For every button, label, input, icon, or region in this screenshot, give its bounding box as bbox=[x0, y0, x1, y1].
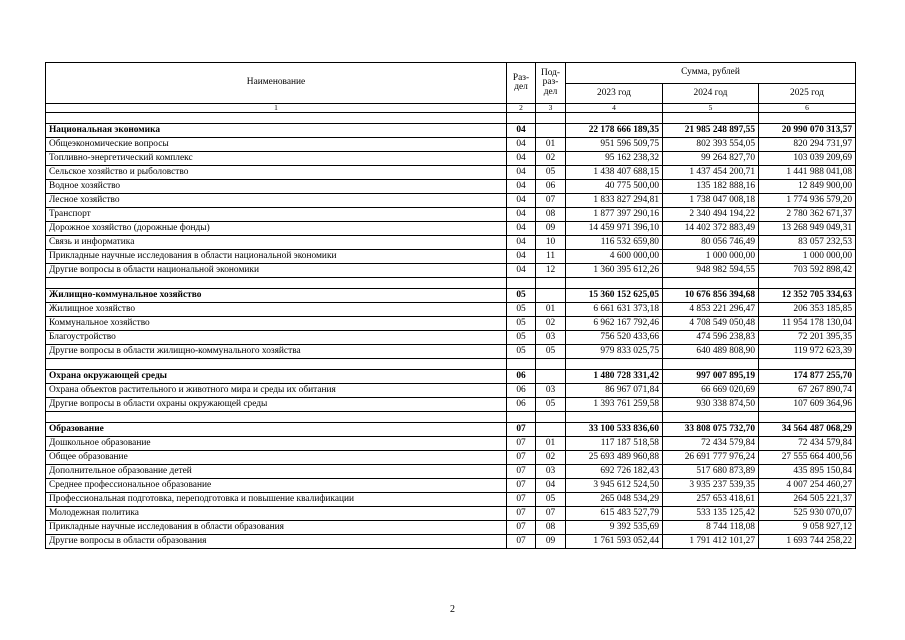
amount-2025: 13 268 949 049,31 bbox=[759, 222, 856, 236]
razdel-code: 04 bbox=[507, 264, 536, 278]
podrazdel-code bbox=[536, 423, 566, 437]
amount-2023: 1 877 397 290,16 bbox=[566, 208, 663, 222]
table-row bbox=[46, 222, 856, 236]
amount-2025: 206 353 185,85 bbox=[759, 303, 856, 317]
item-name: Охрана окружающей среды bbox=[46, 370, 507, 384]
item-name: Транспорт bbox=[46, 208, 507, 222]
item-name: Профессиональная подготовка, переподготовка и повышение квалификации bbox=[46, 493, 507, 507]
razdel-code bbox=[507, 359, 536, 370]
amount-2024: 1 791 412 101,27 bbox=[663, 535, 759, 549]
podrazdel-code: 04 bbox=[536, 479, 566, 493]
podrazdel-code: 11 bbox=[536, 250, 566, 264]
amount-2025: 1 774 936 579,20 bbox=[759, 194, 856, 208]
razdel-code bbox=[507, 278, 536, 289]
amount-2023 bbox=[566, 278, 663, 289]
podrazdel-code: 05 bbox=[536, 166, 566, 180]
podrazdel-code bbox=[536, 359, 566, 370]
razdel-code: 07 bbox=[507, 535, 536, 549]
item-name: Образование bbox=[46, 423, 507, 437]
amount-2025: 264 505 221,37 bbox=[759, 493, 856, 507]
podrazdel-code: 08 bbox=[536, 208, 566, 222]
razdel-code: 05 bbox=[507, 289, 536, 303]
amount-2024: 533 135 125,42 bbox=[663, 507, 759, 521]
amount-2024: 72 434 579,84 bbox=[663, 437, 759, 451]
amount-2024: 640 489 808,90 bbox=[663, 345, 759, 359]
amount-2024 bbox=[663, 278, 759, 289]
razdel-code: 06 bbox=[507, 370, 536, 384]
budget-table bbox=[45, 62, 856, 549]
razdel-code: 07 bbox=[507, 437, 536, 451]
amount-2025: 72 434 579,84 bbox=[759, 437, 856, 451]
razdel-code: 04 bbox=[507, 208, 536, 222]
table-row bbox=[46, 236, 856, 250]
amount-2023: 9 392 535,69 bbox=[566, 521, 663, 535]
column-index: 2 bbox=[507, 104, 536, 113]
page-number: 2 bbox=[450, 604, 455, 615]
amount-2025: 119 972 623,39 bbox=[759, 345, 856, 359]
podrazdel-code: 05 bbox=[536, 398, 566, 412]
amount-2023: 116 532 659,80 bbox=[566, 236, 663, 250]
item-name: Общеэкономические вопросы bbox=[46, 138, 507, 152]
table-row bbox=[46, 451, 856, 465]
podrazdel-code: 07 bbox=[536, 194, 566, 208]
amount-2025: 820 294 731,97 bbox=[759, 138, 856, 152]
table-row bbox=[46, 507, 856, 521]
table-row bbox=[46, 152, 856, 166]
razdel-code: 04 bbox=[507, 194, 536, 208]
amount-2023: 14 459 971 396,10 bbox=[566, 222, 663, 236]
amount-2024: 99 264 827,70 bbox=[663, 152, 759, 166]
podrazdel-code: 01 bbox=[536, 138, 566, 152]
amount-2025: 4 007 254 460,27 bbox=[759, 479, 856, 493]
podrazdel-code bbox=[536, 278, 566, 289]
razdel-code: 05 bbox=[507, 303, 536, 317]
amount-2025: 27 555 664 400,56 bbox=[759, 451, 856, 465]
podrazdel-code: 01 bbox=[536, 437, 566, 451]
spacer-row bbox=[46, 359, 856, 370]
amount-2024: 33 808 075 732,70 bbox=[663, 423, 759, 437]
header-podrazdel: Под- раз- дел bbox=[536, 63, 566, 104]
amount-2024: 802 393 554,05 bbox=[663, 138, 759, 152]
table-row bbox=[46, 384, 856, 398]
spacer-row bbox=[46, 412, 856, 423]
amount-2025: 1 693 744 258,22 bbox=[759, 535, 856, 549]
amount-2024: 4 853 221 296,47 bbox=[663, 303, 759, 317]
amount-2025: 174 877 255,70 bbox=[759, 370, 856, 384]
podrazdel-code: 02 bbox=[536, 152, 566, 166]
amount-2023: 95 162 238,32 bbox=[566, 152, 663, 166]
podrazdel-code: 01 bbox=[536, 303, 566, 317]
table-row bbox=[46, 479, 856, 493]
item-name: Жилищное хозяйство bbox=[46, 303, 507, 317]
amount-2024: 26 691 777 976,24 bbox=[663, 451, 759, 465]
column-index-row bbox=[46, 104, 856, 113]
amount-2025 bbox=[759, 412, 856, 423]
amount-2023: 117 187 518,58 bbox=[566, 437, 663, 451]
podrazdel-code: 12 bbox=[536, 264, 566, 278]
table-row bbox=[46, 180, 856, 194]
razdel-code: 05 bbox=[507, 317, 536, 331]
section-row bbox=[46, 370, 856, 384]
amount-2024 bbox=[663, 113, 759, 124]
section-row bbox=[46, 124, 856, 138]
amount-2024: 21 985 248 897,55 bbox=[663, 124, 759, 138]
item-name: Прикладные научные исследования в области образования bbox=[46, 521, 507, 535]
column-index: 1 bbox=[46, 104, 507, 113]
item-name: Национальная экономика bbox=[46, 124, 507, 138]
section-row bbox=[46, 289, 856, 303]
razdel-code: 04 bbox=[507, 222, 536, 236]
table-row bbox=[46, 208, 856, 222]
table-row bbox=[46, 194, 856, 208]
amount-2023: 1 393 761 259,58 bbox=[566, 398, 663, 412]
header-year-2025: 2025 год bbox=[759, 84, 856, 104]
header-year-2023: 2023 год bbox=[566, 84, 663, 104]
razdel-code: 07 bbox=[507, 493, 536, 507]
item-name: Другие вопросы в области национальной экономики bbox=[46, 264, 507, 278]
header-row-top bbox=[46, 63, 856, 84]
podrazdel-code: 05 bbox=[536, 345, 566, 359]
amount-2025: 20 990 070 313,57 bbox=[759, 124, 856, 138]
amount-2023 bbox=[566, 359, 663, 370]
column-index: 4 bbox=[566, 104, 663, 113]
item-name: Дорожное хозяйство (дорожные фонды) bbox=[46, 222, 507, 236]
amount-2023: 3 945 612 524,50 bbox=[566, 479, 663, 493]
amount-2023: 756 520 433,66 bbox=[566, 331, 663, 345]
razdel-code: 05 bbox=[507, 345, 536, 359]
razdel-code: 07 bbox=[507, 479, 536, 493]
amount-2023: 25 693 489 960,88 bbox=[566, 451, 663, 465]
amount-2023: 6 661 631 373,18 bbox=[566, 303, 663, 317]
razdel-code: 07 bbox=[507, 451, 536, 465]
table-row bbox=[46, 465, 856, 479]
podrazdel-code bbox=[536, 113, 566, 124]
amount-2023: 979 833 025,75 bbox=[566, 345, 663, 359]
amount-2023: 265 048 534,29 bbox=[566, 493, 663, 507]
amount-2025: 12 849 900,00 bbox=[759, 180, 856, 194]
podrazdel-code: 02 bbox=[536, 451, 566, 465]
amount-2025: 1 000 000,00 bbox=[759, 250, 856, 264]
podrazdel-code: 05 bbox=[536, 493, 566, 507]
item-name: Молодежная политика bbox=[46, 507, 507, 521]
amount-2024: 257 653 418,61 bbox=[663, 493, 759, 507]
podrazdel-code: 02 bbox=[536, 317, 566, 331]
razdel-code: 04 bbox=[507, 236, 536, 250]
amount-2024: 14 402 372 883,49 bbox=[663, 222, 759, 236]
razdel-code bbox=[507, 412, 536, 423]
amount-2023: 1 761 593 052,44 bbox=[566, 535, 663, 549]
amount-2023: 4 600 000,00 bbox=[566, 250, 663, 264]
column-index: 5 bbox=[663, 104, 759, 113]
amount-2023: 86 967 071,84 bbox=[566, 384, 663, 398]
amount-2025 bbox=[759, 278, 856, 289]
table-row bbox=[46, 437, 856, 451]
item-name: Коммунальное хозяйство bbox=[46, 317, 507, 331]
amount-2025: 9 058 927,12 bbox=[759, 521, 856, 535]
amount-2025 bbox=[759, 359, 856, 370]
header-razdel: Раз- дел bbox=[507, 63, 536, 104]
razdel-code: 06 bbox=[507, 398, 536, 412]
amount-2024: 948 982 594,55 bbox=[663, 264, 759, 278]
table-row bbox=[46, 535, 856, 549]
table-row bbox=[46, 398, 856, 412]
amount-2023 bbox=[566, 412, 663, 423]
amount-2023: 15 360 152 625,05 bbox=[566, 289, 663, 303]
amount-2024: 2 340 494 194,22 bbox=[663, 208, 759, 222]
item-name: Дополнительное образование детей bbox=[46, 465, 507, 479]
razdel-code: 07 bbox=[507, 423, 536, 437]
item-name: Жилищно-коммунальное хозяйство bbox=[46, 289, 507, 303]
amount-2024: 474 596 238,83 bbox=[663, 331, 759, 345]
column-index: 3 bbox=[536, 104, 566, 113]
item-name: Охрана объектов растительного и животного мира и среды их обитания bbox=[46, 384, 507, 398]
razdel-code: 04 bbox=[507, 250, 536, 264]
amount-2025: 435 895 150,84 bbox=[759, 465, 856, 479]
razdel-code: 05 bbox=[507, 331, 536, 345]
amount-2024 bbox=[663, 412, 759, 423]
table-row bbox=[46, 521, 856, 535]
podrazdel-code: 09 bbox=[536, 535, 566, 549]
item-name: Благоустройство bbox=[46, 331, 507, 345]
amount-2024: 8 744 118,08 bbox=[663, 521, 759, 535]
razdel-code: 04 bbox=[507, 152, 536, 166]
amount-2025: 103 039 209,69 bbox=[759, 152, 856, 166]
item-name bbox=[46, 113, 507, 124]
item-name bbox=[46, 412, 507, 423]
razdel-code: 07 bbox=[507, 521, 536, 535]
header-name: Наименование bbox=[46, 63, 507, 104]
podrazdel-code: 06 bbox=[536, 180, 566, 194]
amount-2024: 1 738 047 008,18 bbox=[663, 194, 759, 208]
amount-2025: 525 930 070,07 bbox=[759, 507, 856, 521]
table-row bbox=[46, 166, 856, 180]
amount-2025: 107 609 364,96 bbox=[759, 398, 856, 412]
header-year-2024: 2024 год bbox=[663, 84, 759, 104]
amount-2025 bbox=[759, 113, 856, 124]
item-name: Топливно-энергетический комплекс bbox=[46, 152, 507, 166]
amount-2024: 135 182 888,16 bbox=[663, 180, 759, 194]
item-name bbox=[46, 278, 507, 289]
razdel-code: 04 bbox=[507, 180, 536, 194]
item-name: Другие вопросы в области охраны окружающей среды bbox=[46, 398, 507, 412]
table-row bbox=[46, 317, 856, 331]
item-name: Дошкольное образование bbox=[46, 437, 507, 451]
razdel-code: 04 bbox=[507, 124, 536, 138]
razdel-code: 07 bbox=[507, 507, 536, 521]
item-name: Прикладные научные исследования в области национальной экономики bbox=[46, 250, 507, 264]
amount-2023: 1 833 827 294,81 bbox=[566, 194, 663, 208]
table-row bbox=[46, 138, 856, 152]
item-name: Другие вопросы в области жилищно-коммунального хозяйства bbox=[46, 345, 507, 359]
razdel-code: 07 bbox=[507, 465, 536, 479]
amount-2025: 12 352 705 334,63 bbox=[759, 289, 856, 303]
amount-2023: 1 438 407 688,15 bbox=[566, 166, 663, 180]
item-name: Лесное хозяйство bbox=[46, 194, 507, 208]
amount-2023: 6 962 167 792,46 bbox=[566, 317, 663, 331]
amount-2025: 703 592 898,42 bbox=[759, 264, 856, 278]
amount-2025: 83 057 232,53 bbox=[759, 236, 856, 250]
amount-2023: 1 360 395 612,26 bbox=[566, 264, 663, 278]
amount-2024: 930 338 874,50 bbox=[663, 398, 759, 412]
amount-2023: 1 480 728 331,42 bbox=[566, 370, 663, 384]
podrazdel-code bbox=[536, 124, 566, 138]
item-name bbox=[46, 359, 507, 370]
amount-2025: 67 267 890,74 bbox=[759, 384, 856, 398]
razdel-code: 04 bbox=[507, 138, 536, 152]
amount-2025: 2 780 362 671,37 bbox=[759, 208, 856, 222]
podrazdel-code bbox=[536, 370, 566, 384]
table-row bbox=[46, 250, 856, 264]
spacer-row bbox=[46, 278, 856, 289]
razdel-code bbox=[507, 113, 536, 124]
podrazdel-code: 07 bbox=[536, 507, 566, 521]
amount-2024: 1 437 454 200,71 bbox=[663, 166, 759, 180]
table-row bbox=[46, 331, 856, 345]
podrazdel-code bbox=[536, 412, 566, 423]
amount-2023: 40 775 500,00 bbox=[566, 180, 663, 194]
podrazdel-code: 03 bbox=[536, 384, 566, 398]
amount-2024: 3 935 237 539,35 bbox=[663, 479, 759, 493]
table-row bbox=[46, 303, 856, 317]
table-row bbox=[46, 264, 856, 278]
amount-2025: 11 954 178 130,04 bbox=[759, 317, 856, 331]
item-name: Общее образование bbox=[46, 451, 507, 465]
amount-2024: 1 000 000,00 bbox=[663, 250, 759, 264]
item-name: Связь и информатика bbox=[46, 236, 507, 250]
amount-2024: 66 669 020,69 bbox=[663, 384, 759, 398]
podrazdel-code bbox=[536, 289, 566, 303]
razdel-code: 04 bbox=[507, 166, 536, 180]
podrazdel-code: 03 bbox=[536, 465, 566, 479]
amount-2025: 34 564 487 068,29 bbox=[759, 423, 856, 437]
amount-2023: 951 596 509,75 bbox=[566, 138, 663, 152]
column-index: 6 bbox=[759, 104, 856, 113]
amount-2024: 997 007 895,19 bbox=[663, 370, 759, 384]
amount-2024 bbox=[663, 359, 759, 370]
item-name: Другие вопросы в области образования bbox=[46, 535, 507, 549]
amount-2024: 4 708 549 050,48 bbox=[663, 317, 759, 331]
podrazdel-code: 08 bbox=[536, 521, 566, 535]
spacer-row bbox=[46, 113, 856, 124]
item-name: Среднее профессиональное образование bbox=[46, 479, 507, 493]
amount-2024: 80 056 746,49 bbox=[663, 236, 759, 250]
item-name: Сельское хозяйство и рыболовство bbox=[46, 166, 507, 180]
amount-2023: 692 726 182,43 bbox=[566, 465, 663, 479]
podrazdel-code: 10 bbox=[536, 236, 566, 250]
amount-2023: 33 100 533 836,60 bbox=[566, 423, 663, 437]
amount-2023: 615 483 527,79 bbox=[566, 507, 663, 521]
podrazdel-code: 03 bbox=[536, 331, 566, 345]
item-name: Водное хозяйство bbox=[46, 180, 507, 194]
amount-2023 bbox=[566, 113, 663, 124]
section-row bbox=[46, 423, 856, 437]
amount-2024: 517 680 873,89 bbox=[663, 465, 759, 479]
razdel-code: 06 bbox=[507, 384, 536, 398]
table-row bbox=[46, 345, 856, 359]
podrazdel-code: 09 bbox=[536, 222, 566, 236]
amount-2024: 10 676 856 394,68 bbox=[663, 289, 759, 303]
header-sum: Сумма, рублей bbox=[566, 63, 856, 84]
amount-2025: 72 201 395,35 bbox=[759, 331, 856, 345]
amount-2025: 1 441 988 041,08 bbox=[759, 166, 856, 180]
amount-2023: 22 178 666 189,35 bbox=[566, 124, 663, 138]
table-row bbox=[46, 493, 856, 507]
